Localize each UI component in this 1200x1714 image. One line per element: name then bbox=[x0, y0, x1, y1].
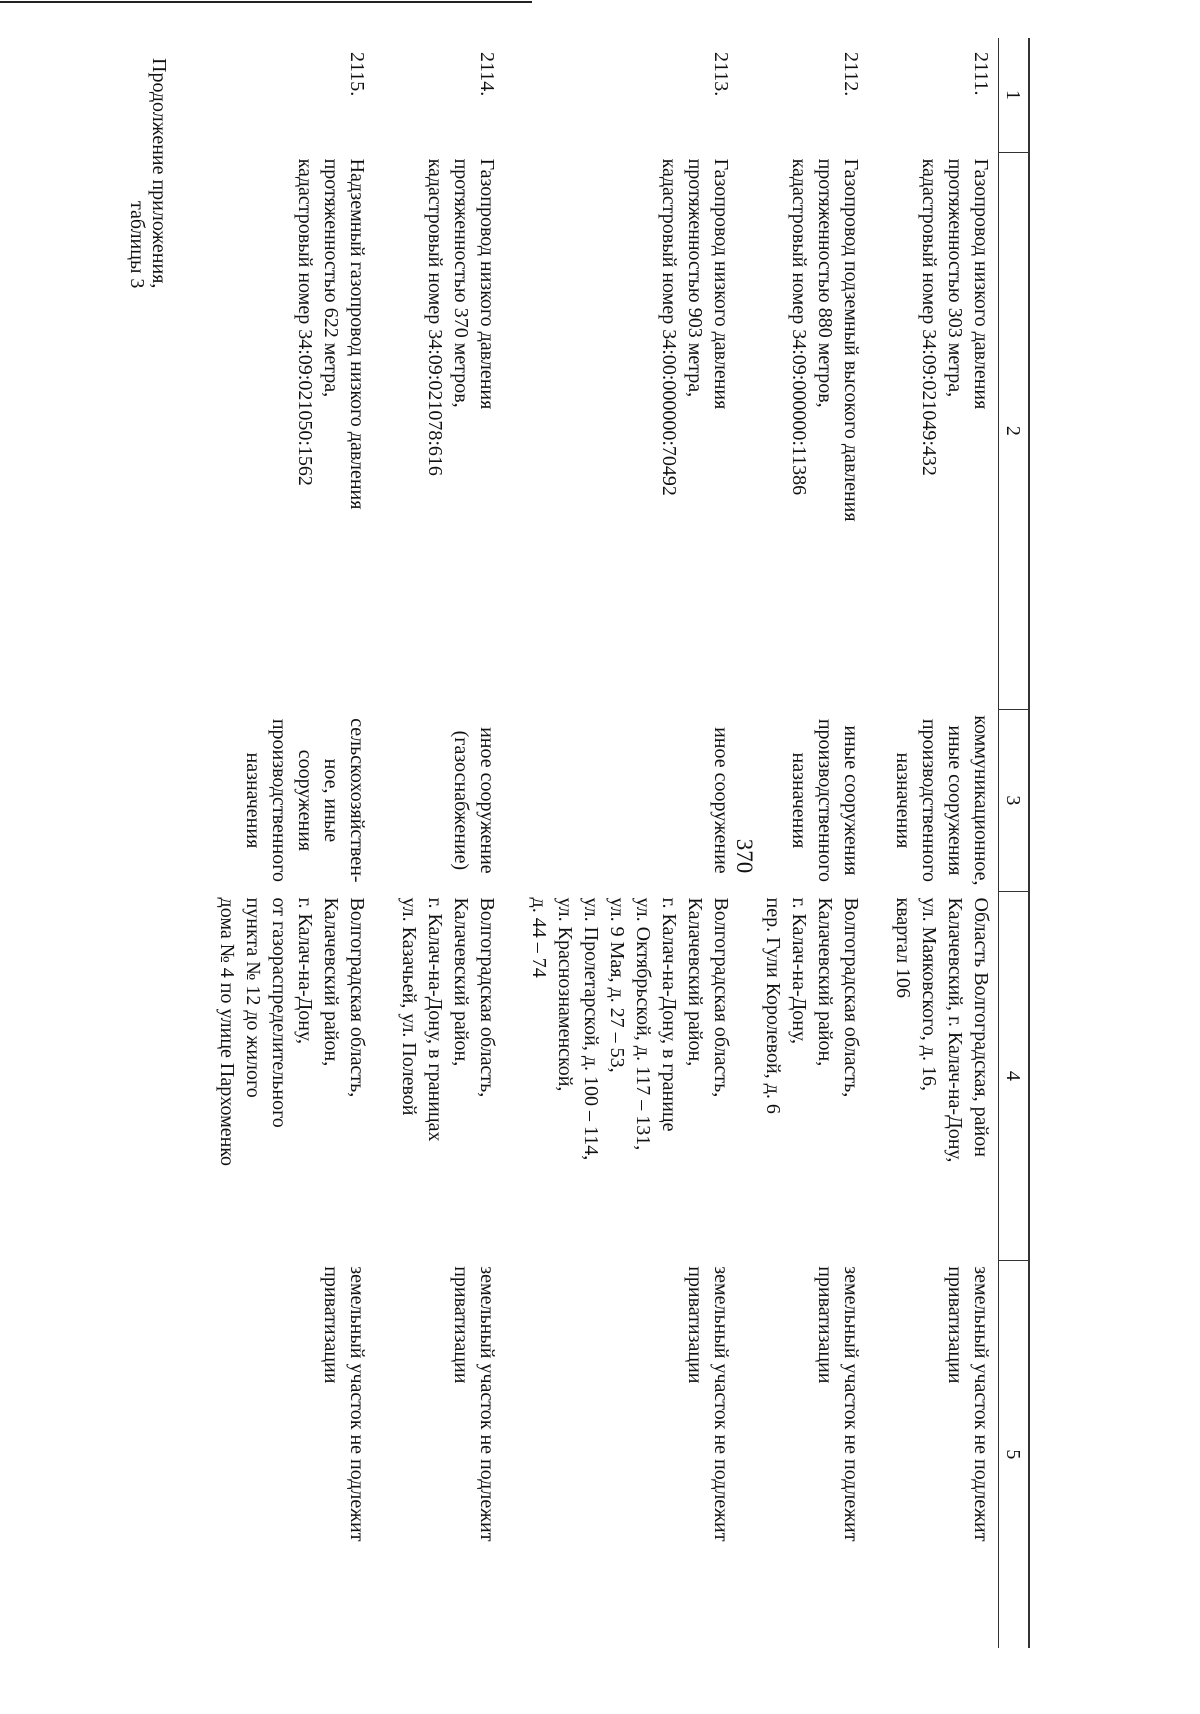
row-number: 2112. bbox=[840, 52, 862, 97]
object-address: Волгоградская область, Калачевский район, г. Калач-на-Дону, пер. Гули Королевой, д. 6 bbox=[762, 897, 862, 1114]
object-note: земельный участок не подлежит приватизации bbox=[814, 1266, 862, 1542]
page-number: 370 bbox=[732, 838, 757, 874]
continuation-caption bbox=[126, 58, 170, 288]
row-number: 2115. bbox=[346, 52, 368, 97]
object-note: земельный участок не подлежит приватизации bbox=[684, 1266, 732, 1542]
table-row bbox=[374, 38, 504, 1648]
column-header: 4 bbox=[999, 892, 1030, 1261]
object-name: Газопровод низкого давления протяженностью 903 метра, кадастровый номер 34:00:000000:70492 bbox=[658, 158, 732, 496]
object-name: Надземный газопровод низкого давления протяженностью 622 метра, кадастровый номер 34:09:021050:1562 bbox=[294, 158, 368, 510]
table-row bbox=[210, 38, 374, 1648]
column-header: 1 bbox=[999, 38, 1030, 153]
table-row bbox=[738, 38, 868, 1648]
row-number: 2114. bbox=[476, 52, 498, 97]
column-header: 3 bbox=[999, 709, 1030, 891]
object-note: земельный участок не подлежит приватизации bbox=[320, 1266, 368, 1542]
object-note: земельный участок не подлежит приватизации bbox=[450, 1266, 498, 1542]
continuation-line-2: таблицы 3 bbox=[126, 201, 148, 289]
top-rule bbox=[0, 1, 532, 3]
row-number: 2111. bbox=[970, 52, 992, 96]
object-address: Волгоградская область, Калачевский район, г. Калач-на-Дону, от газораспределительного пункта № 12 до жилого дома № 4 по улице Пархоменко bbox=[216, 897, 368, 1167]
object-purpose: иное сооружение bbox=[710, 727, 732, 874]
row-number: 2113. bbox=[710, 52, 732, 97]
object-purpose: коммуникационное, иные сооружения производственного назначения bbox=[892, 715, 992, 886]
object-name: Газопровод подземный высокого давления протяженностью 880 метров, кадастровый номер 34:09:000000:11386 bbox=[788, 158, 862, 522]
object-name: Газопровод низкого давления протяженностью 303 метра, кадастровый номер 34:09:021049:432 bbox=[918, 158, 992, 476]
object-note: земельный участок не подлежит приватизации bbox=[944, 1266, 992, 1542]
property-table bbox=[210, 38, 1030, 1648]
table-row bbox=[504, 38, 738, 1648]
object-purpose: сельскохозяйствен- ное, иные сооружения производственного назначения bbox=[242, 718, 368, 883]
object-address: Область Волгоградская, район Калачевский, г. Калач-на-Дону, ул. Маяковского, д. 16, квартал 106 bbox=[892, 897, 992, 1163]
header-row bbox=[999, 38, 1030, 1648]
column-header: 2 bbox=[999, 153, 1030, 710]
rotated-table-area bbox=[170, 38, 1030, 1648]
column-header: 5 bbox=[999, 1260, 1030, 1648]
object-address: Волгоградская область, Калачевский район, г. Калач-на-Дону, в границах ул. Казачьей, ул. Полевой bbox=[398, 897, 498, 1142]
object-address: Волгоградская область, Калачевский район, г. Калач-на-Дону, в границе ул. Октябрьской, д. 117 – 131, ул. 9 Мая, д. 27 – 53, ул. Пролетарской, д. 100 – 114, ул. Краснознаменской, д. 44 – 74 bbox=[528, 897, 732, 1161]
continuation-line-1: Продолжение приложения, bbox=[148, 58, 170, 289]
object-name: Газопровод низкого давления протяженностью 370 метров, кадастровый номер 34:09:021078:616 bbox=[424, 158, 498, 476]
object-purpose: иные сооружения производственного назначения bbox=[788, 718, 862, 882]
object-purpose: иное сооружение (газоснабжение) bbox=[450, 727, 498, 874]
table-row bbox=[868, 38, 999, 1648]
